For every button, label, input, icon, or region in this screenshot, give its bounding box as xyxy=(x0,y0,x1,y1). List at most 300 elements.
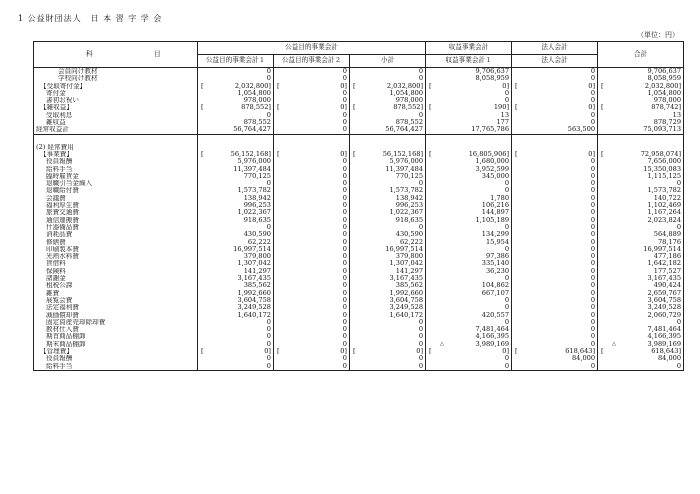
row-value-cell xyxy=(598,134,684,144)
row-value: 3,167,435 xyxy=(389,275,424,283)
row-value-cell xyxy=(512,195,598,202)
row-value: 5,976,000 xyxy=(389,158,424,166)
row-value-cell xyxy=(598,363,684,371)
table-row xyxy=(34,90,684,97)
row-value: 0 xyxy=(342,289,347,297)
row-value: 0] xyxy=(502,347,510,355)
open-bracket: [ xyxy=(201,347,204,355)
row-value: 190] xyxy=(493,104,510,112)
row-value: 0 xyxy=(418,180,424,188)
row-value: 0 xyxy=(504,362,510,370)
row-value-cell xyxy=(598,319,684,326)
row-value: 618,643] xyxy=(565,347,596,355)
open-bracket: [ xyxy=(515,82,518,90)
row-value: 177 xyxy=(496,119,510,127)
row-value-cell xyxy=(274,304,350,311)
row-value-cell xyxy=(274,166,350,173)
row-value-cell xyxy=(274,253,350,260)
table-body xyxy=(34,68,684,371)
row-value-cell xyxy=(426,126,512,134)
row-value: 0 xyxy=(418,326,424,334)
row-value-cell xyxy=(426,253,512,260)
row-value-cell xyxy=(198,144,274,151)
open-bracket: [ xyxy=(353,82,356,90)
pub1-header: 公益目的事業会計１ xyxy=(198,55,274,68)
row-value-cell xyxy=(274,75,350,82)
row-value: 0 xyxy=(342,119,347,127)
row-value-cell xyxy=(198,166,274,173)
table-row xyxy=(34,363,684,371)
row-value-cell xyxy=(274,68,350,76)
row-value-cell xyxy=(598,312,684,319)
row-value: 15,350,083 xyxy=(643,165,682,173)
row-value: 0 xyxy=(342,187,347,195)
row-value-cell xyxy=(198,97,274,104)
row-value: 3,604,758 xyxy=(647,296,682,304)
row-value-cell xyxy=(426,224,512,231)
row-value-cell xyxy=(274,104,350,111)
table-row xyxy=(34,231,684,238)
row-value: 0 xyxy=(342,209,347,217)
row-label: 給料手当 xyxy=(34,363,198,371)
row-value: 0 xyxy=(342,275,347,283)
row-value-cell xyxy=(512,119,598,126)
row-label: 役員報酬 xyxy=(34,355,198,362)
row-value: 0 xyxy=(590,158,596,166)
row-value: 0 xyxy=(504,355,510,363)
row-label: 【受取寄付金】 xyxy=(34,83,198,90)
table-row xyxy=(34,126,684,134)
row-value: 0 xyxy=(590,172,596,180)
row-value-cell xyxy=(512,134,598,144)
row-value: 0 xyxy=(504,180,510,188)
table-row xyxy=(34,209,684,216)
row-value: 0 xyxy=(590,275,596,283)
row-label: 保険料 xyxy=(34,268,198,275)
open-bracket: [ xyxy=(429,104,432,112)
row-value-cell xyxy=(350,290,426,297)
row-value-cell xyxy=(512,126,598,134)
row-value: 0 xyxy=(342,165,347,173)
row-value-cell xyxy=(274,217,350,224)
row-value-cell xyxy=(198,83,274,90)
row-value-cell xyxy=(274,90,350,97)
row-value: 0 xyxy=(342,158,347,166)
row-value-cell xyxy=(426,187,512,194)
row-label: 消耗品費 xyxy=(34,231,198,238)
open-bracket: [ xyxy=(277,104,280,112)
row-value-cell xyxy=(198,282,274,289)
row-value-cell xyxy=(512,202,598,209)
row-value-cell xyxy=(598,246,684,253)
row-value-cell xyxy=(198,217,274,224)
table-row xyxy=(34,355,684,362)
row-value: 56,152,168] xyxy=(382,150,424,158)
row-value: 0 xyxy=(342,231,347,239)
row-value-cell xyxy=(350,112,426,119)
row-value-cell xyxy=(512,187,598,194)
row-value-cell xyxy=(512,166,598,173)
row-value-cell xyxy=(350,282,426,289)
row-value-cell xyxy=(198,134,274,144)
row-value-cell xyxy=(198,68,274,76)
row-value-cell xyxy=(512,180,598,187)
row-value: 0 xyxy=(504,275,510,283)
row-value-cell xyxy=(598,348,684,355)
row-value: 0 xyxy=(342,260,347,268)
table-row xyxy=(34,304,684,311)
row-value-cell xyxy=(274,355,350,362)
row-label xyxy=(34,134,198,144)
row-value-cell xyxy=(350,217,426,224)
row-value-cell xyxy=(350,319,426,326)
row-label: 学校向け教材 xyxy=(34,75,198,82)
row-value: 0 xyxy=(590,245,596,253)
row-value: 0 xyxy=(342,194,347,202)
row-value-cell xyxy=(512,282,598,289)
table-row xyxy=(34,348,684,355)
row-label: 展覧会費 xyxy=(34,297,198,304)
row-value-cell xyxy=(512,246,598,253)
row-value: 385,562 xyxy=(395,282,424,290)
row-value: 0 xyxy=(590,318,596,326)
row-value-cell xyxy=(198,246,274,253)
table-row xyxy=(34,253,684,260)
row-value: 0 xyxy=(266,75,271,83)
row-value: 0 xyxy=(590,180,596,188)
row-value: 11,397,484 xyxy=(233,165,271,173)
row-value-cell xyxy=(198,158,274,165)
row-value: 0 xyxy=(590,340,596,348)
row-value: 618,643] xyxy=(651,347,682,355)
row-value: 72,958,074] xyxy=(640,150,682,158)
row-value-cell xyxy=(198,275,274,282)
row-value-cell xyxy=(198,290,274,297)
row-value: 0 xyxy=(590,165,596,173)
row-value-cell xyxy=(350,119,426,126)
row-value: 0 xyxy=(590,253,596,261)
row-value: 878,552] xyxy=(393,104,424,112)
row-value: 878,742] xyxy=(651,104,682,112)
row-value: 0 xyxy=(590,119,596,127)
row-value: 13 xyxy=(500,111,510,119)
table-row xyxy=(34,195,684,202)
row-value-cell xyxy=(198,355,274,362)
row-value: 0 xyxy=(418,111,424,119)
row-value: 0 xyxy=(590,75,596,83)
row-value-cell xyxy=(198,90,274,97)
row-value-cell xyxy=(198,180,274,187)
row-value: 140,722 xyxy=(653,194,682,202)
row-label: 【雑収益】 xyxy=(34,104,198,111)
row-value-cell xyxy=(350,260,426,267)
row-value: 0 xyxy=(342,180,347,188)
row-value: 0 xyxy=(590,223,596,231)
row-value-cell xyxy=(350,355,426,362)
row-value: 0 xyxy=(342,362,347,370)
row-value: 420,557 xyxy=(481,311,510,319)
row-label: 賃借料 xyxy=(34,260,198,267)
row-value: 430,590 xyxy=(395,231,424,239)
row-value: 0 xyxy=(418,362,424,370)
row-value: 104,862 xyxy=(481,282,510,290)
row-value: 8,058,959 xyxy=(475,75,510,83)
row-value-cell xyxy=(598,144,684,151)
row-value: 2,023,824 xyxy=(647,216,682,224)
corp-group-header: 法人会計 xyxy=(512,42,598,55)
row-label: 租税公課 xyxy=(34,282,198,289)
row-value: 0] xyxy=(340,82,347,90)
row-value: 1,307,042 xyxy=(237,260,271,268)
row-label: 雑費 xyxy=(34,290,198,297)
row-value: 0 xyxy=(504,223,510,231)
row-value: 878,729 xyxy=(653,119,682,127)
row-label: 固定資産売却除却費 xyxy=(34,319,198,326)
table-row xyxy=(34,83,684,90)
row-value: 0 xyxy=(590,111,596,119)
row-value: 0 xyxy=(590,209,596,217)
row-value: 0 xyxy=(342,318,347,326)
row-value-cell xyxy=(274,202,350,209)
row-value: 5,976,000 xyxy=(237,158,271,166)
row-value-cell xyxy=(426,134,512,144)
row-label: 経常収益計 xyxy=(34,126,198,134)
row-value: 2,060,729 xyxy=(647,311,682,319)
row-value-cell xyxy=(426,260,512,267)
table-row xyxy=(34,246,684,253)
table-row xyxy=(34,275,684,282)
row-value-cell xyxy=(512,312,598,319)
row-value-cell xyxy=(198,119,274,126)
row-value-cell xyxy=(598,119,684,126)
row-value-cell xyxy=(512,90,598,97)
row-label: (2) 経常費用 xyxy=(34,144,198,151)
table-row xyxy=(34,180,684,187)
row-value-cell xyxy=(350,144,426,151)
row-value: 0 xyxy=(266,340,271,348)
profit1-header: 収益事業会計１ xyxy=(426,55,512,68)
row-value-cell xyxy=(598,68,684,76)
row-value: 0 xyxy=(342,126,347,134)
row-value-cell xyxy=(350,151,426,158)
row-value-cell xyxy=(198,173,274,180)
row-value-cell xyxy=(350,275,426,282)
row-label: 諸謝金 xyxy=(34,275,198,282)
row-value: 0 xyxy=(342,333,347,341)
row-value-cell xyxy=(274,195,350,202)
row-value-cell xyxy=(274,134,350,144)
row-value-cell xyxy=(598,75,684,82)
open-bracket: [ xyxy=(515,104,518,112)
row-value: 134,299 xyxy=(481,231,510,239)
row-value-cell xyxy=(426,304,512,311)
row-value-cell xyxy=(274,275,350,282)
row-value-cell xyxy=(426,180,512,187)
row-value: 141,297 xyxy=(243,267,271,275)
row-value-cell xyxy=(598,290,684,297)
row-value-cell xyxy=(274,326,350,333)
row-value: 1,102,469 xyxy=(647,202,682,210)
row-value: 1,640,172 xyxy=(389,311,424,319)
row-value-cell xyxy=(350,68,426,76)
row-value: 0 xyxy=(590,260,596,268)
row-value-cell xyxy=(198,126,274,134)
row-value-cell xyxy=(598,231,684,238)
row-value: 0 xyxy=(342,355,347,363)
row-value: 0 xyxy=(590,97,596,105)
row-value: 0] xyxy=(416,347,424,355)
row-value: 0 xyxy=(342,304,347,312)
row-label: 【事業費】 xyxy=(34,151,198,158)
row-value-cell xyxy=(598,158,684,165)
row-value-cell xyxy=(426,348,512,355)
row-value-cell xyxy=(598,326,684,333)
row-value-cell xyxy=(426,282,512,289)
row-value: 1,992,660 xyxy=(389,289,424,297)
row-value: 430,590 xyxy=(243,231,271,239)
row-value: 3,604,758 xyxy=(237,296,271,304)
row-value: 3,249,528 xyxy=(647,304,682,312)
row-value: 78,176 xyxy=(657,238,682,246)
row-value: 0 xyxy=(266,223,271,231)
row-value-cell xyxy=(274,268,350,275)
row-value: 1,780 xyxy=(490,194,510,202)
row-value: 0] xyxy=(588,104,596,112)
row-value-cell xyxy=(598,97,684,104)
row-value: 84,000 xyxy=(571,355,596,363)
negative-triangle-icon: △ xyxy=(440,340,444,347)
table-row xyxy=(34,158,684,165)
corp-header: 法人会計 xyxy=(512,55,598,68)
row-value: 0 xyxy=(342,296,347,304)
row-value-cell xyxy=(198,268,274,275)
row-value: 3,249,528 xyxy=(389,304,424,312)
table-row xyxy=(34,75,684,82)
row-value-cell xyxy=(274,126,350,134)
row-value: 385,562 xyxy=(243,282,271,290)
open-bracket: [ xyxy=(353,347,356,355)
row-value: 16,997,514 xyxy=(643,245,682,253)
kamoku-header xyxy=(34,42,198,68)
table-row xyxy=(34,104,684,111)
row-value: 1,680,000 xyxy=(475,158,510,166)
row-value: 0 xyxy=(676,318,682,326)
row-value-cell xyxy=(426,119,512,126)
row-value-cell xyxy=(512,144,598,151)
row-value-cell xyxy=(198,326,274,333)
row-value: 878,552 xyxy=(395,119,424,127)
row-value-cell xyxy=(512,275,598,282)
row-value-cell xyxy=(512,239,598,246)
row-value: 0] xyxy=(340,104,347,112)
row-value: 0 xyxy=(418,340,424,348)
row-value-cell xyxy=(426,297,512,304)
row-value: 0 xyxy=(418,223,424,231)
row-value-cell xyxy=(350,202,426,209)
table-row xyxy=(34,202,684,209)
row-value: 0 xyxy=(590,304,596,312)
row-value-cell xyxy=(426,144,512,151)
row-value: 1,640,172 xyxy=(237,311,271,319)
row-value: 918,635 xyxy=(243,216,271,224)
row-value-cell xyxy=(274,144,350,151)
row-value: 0 xyxy=(342,75,347,83)
row-value-cell xyxy=(350,268,426,275)
row-label: 役員報酬 xyxy=(34,158,198,165)
row-value: 0 xyxy=(418,75,424,83)
row-value-cell xyxy=(512,104,598,111)
row-value-cell xyxy=(512,326,598,333)
row-value-cell xyxy=(512,304,598,311)
row-label: 教材仕入費 xyxy=(34,326,198,333)
row-label: 光熱水料費 xyxy=(34,253,198,260)
row-value: 0 xyxy=(266,180,271,188)
row-value-cell xyxy=(274,341,350,348)
row-value: 84,000 xyxy=(657,355,682,363)
row-value: 1,992,660 xyxy=(237,289,271,297)
row-value-cell xyxy=(198,104,274,111)
row-value-cell xyxy=(350,158,426,165)
row-value: 141,297 xyxy=(395,267,424,275)
row-value: 75,093,713 xyxy=(643,126,682,134)
row-value: 0 xyxy=(590,289,596,297)
row-value: 1,054,800 xyxy=(389,89,424,97)
row-label: 修繕費 xyxy=(34,239,198,246)
table-row xyxy=(34,290,684,297)
row-value-cell xyxy=(598,104,684,111)
row-value-cell xyxy=(598,126,684,134)
row-value: 0 xyxy=(590,67,596,75)
open-bracket: [ xyxy=(515,150,518,158)
row-value: 0 xyxy=(266,67,271,75)
row-value-cell xyxy=(426,246,512,253)
row-value-cell xyxy=(426,75,512,82)
row-value-cell xyxy=(274,231,350,238)
row-value-cell xyxy=(598,275,684,282)
row-value: 0 xyxy=(342,340,347,348)
subtotal-header: 小計 xyxy=(350,55,426,68)
row-value-cell xyxy=(426,83,512,90)
row-label: 通信運搬費 xyxy=(34,217,198,224)
row-value-cell xyxy=(512,83,598,90)
table-row xyxy=(34,341,684,348)
row-value-cell xyxy=(426,209,512,216)
row-value-cell xyxy=(350,75,426,82)
row-value: 878,552] xyxy=(241,104,271,112)
open-bracket: [ xyxy=(201,82,204,90)
row-value-cell xyxy=(512,217,598,224)
row-value-cell xyxy=(426,173,512,180)
row-value-cell xyxy=(598,180,684,187)
row-value: 770,125 xyxy=(395,172,424,180)
row-value-cell xyxy=(274,187,350,194)
open-bracket: [ xyxy=(353,150,356,158)
row-label: 福利厚生費 xyxy=(34,202,198,209)
table-row xyxy=(34,326,684,333)
row-value: 1,054,800 xyxy=(647,89,682,97)
row-value-cell xyxy=(426,195,512,202)
row-value: 9,706,637 xyxy=(475,67,510,75)
row-value: 996,253 xyxy=(243,202,271,210)
row-value: 0 xyxy=(676,180,682,188)
row-value: 0 xyxy=(676,362,682,370)
row-value: 17,765,786 xyxy=(471,126,510,134)
row-value: 1,167,264 xyxy=(647,209,682,217)
row-label: 期末商品棚卸 xyxy=(34,341,198,348)
row-value-cell xyxy=(350,83,426,90)
row-value: 0 xyxy=(266,355,271,363)
unit-label: （単位：円） xyxy=(637,31,679,39)
